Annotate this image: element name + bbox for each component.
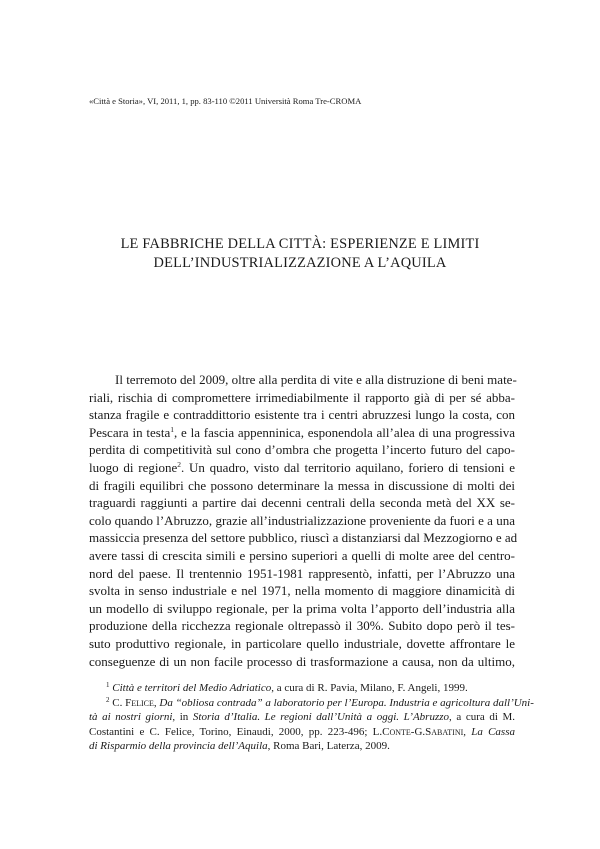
journal-citation-header: «Città e Storia», VI, 2011, 1, pp. 83-110 ©2011 Università Roma Tre-CROMA: [89, 96, 362, 106]
body-line: colo quando l’Abruzzo, grazie all’industrializzazione proveniente da fuori e a una: [89, 512, 515, 528]
body-line: stanza fragile e contraddittorio esistente tra i centri abruzzesi lungo la costa, con: [89, 407, 515, 423]
footnotes-section: [89, 681, 534, 754]
body-line: un modello di sviluppo regionale, per la prima volta l’apporto dell’industria alla: [89, 600, 515, 616]
body-line: [89, 459, 515, 477]
body-line: massiccia presenza del settore pubblico, riuscì a distanziarsi dal Mezzogiorno e ad: [89, 530, 518, 546]
footnote-2-line-2: [89, 710, 515, 725]
footnote-2-publication-2: , Roma Bari, Laterza, 2009.: [267, 740, 390, 753]
footnote-2-author: C. Felice: [112, 696, 154, 709]
footnote-2-separator-2: ,: [463, 725, 472, 738]
body-text-segment: , e la fascia appenninica, esponendola all’alea di una progressiva: [173, 424, 515, 440]
body-line: di fragili equilibri che possono determinare la messa in discussione di molti dei: [89, 477, 515, 493]
footnote-2-author-2: L.Conte-G.Sabatini: [372, 725, 464, 738]
body-text-segment: Pescara in testa: [89, 424, 171, 440]
footnote-2-title-cont: tà ai nostri giorni: [89, 711, 173, 724]
article-title-line-1: LE FABBRICHE DELLA CITTÀ: ESPERIENZE E LIMITI: [120, 236, 480, 252]
body-line: svolta in senso industriale e nel 1971, nella momento di maggiore dinamicità di: [89, 583, 515, 599]
footnote-2-title-2-cont: di Risparmio della provincia dell’Aquila: [89, 740, 268, 753]
body-line: traguardi raggiunti a partire dai decenni centrali della seconda metà del XX se-: [89, 495, 515, 511]
footnote-1-mark: 1: [106, 681, 110, 689]
body-paragraph: [89, 371, 518, 670]
body-line: [89, 424, 515, 442]
footnote-1: [89, 681, 515, 696]
footnote-2-in: , in: [172, 711, 193, 724]
article-title: [80, 235, 520, 273]
body-line: avere tassi di crescita simili e persino superiori a quelli di molte aree del centro-: [89, 547, 515, 563]
body-line: produzione della ricchezza regionale oltrepassò il 30%. Subito dopo però il tes-: [89, 618, 515, 634]
footnote-1-title: Città e territori del Medio Adriatico: [112, 682, 272, 694]
footnote-ref-1[interactable]: 1: [170, 424, 174, 434]
body-line: Il terremoto del 2009, oltre alla perdita di vite e alla distruzione di beni mate-: [115, 372, 517, 387]
body-line: perdita di competitività sul cono d’ombra che progetta l’incerto futuro del capo-: [89, 442, 515, 458]
footnote-2-editors: , a cura di M.: [449, 711, 515, 724]
footnote-2-line-1: [89, 695, 534, 711]
footnote-2-separator: ,: [153, 696, 160, 709]
footnote-2-line-4: [89, 739, 515, 754]
body-text-segment: luogo di regione: [89, 459, 178, 475]
footnote-2-publication: Costantini e C. Felice, Torino, Einaudi, 2000, pp. 223-496;: [89, 725, 373, 738]
body-text-segment: . Un quadro, visto dal territorio aquilano, foriero di tensioni e: [181, 459, 515, 475]
footnote-ref-2[interactable]: 2: [177, 459, 181, 469]
article-title-line-2: DELL’INDUSTRIALIZZAZIONE A L’AQUILA: [153, 255, 447, 271]
footnote-2-series: Storia d’Italia. Le regioni dall’Unità a oggi. L’Abruzzo: [192, 711, 450, 724]
body-line: nord del paese. Il trentennio 1951-1981 rappresentò, infatti, per l’Abruzzo una: [89, 565, 515, 581]
footnote-2-mark: 2: [106, 695, 110, 704]
body-line: suto produttivo regionale, in particolare quello industriale, dovette affrontare le: [89, 635, 515, 651]
footnote-2-title: Da “obliosa contrada” a laboratorio per l’Europa. Industria e agricoltura dall’Uni-: [159, 696, 534, 709]
footnote-2-title-2: La Cassa: [471, 725, 515, 738]
footnote-1-rest: , a cura di R. Pavia, Milano, F. Angeli, 1999.: [271, 682, 468, 694]
body-line: conseguenze di un non facile processo di trasformazione a causa, non da ultimo,: [89, 653, 515, 669]
footnote-2-line-3: [89, 725, 515, 740]
body-line: riali, rischia di compromettere irrimediabilmente il rapporto già di per sé abba-: [89, 389, 515, 405]
